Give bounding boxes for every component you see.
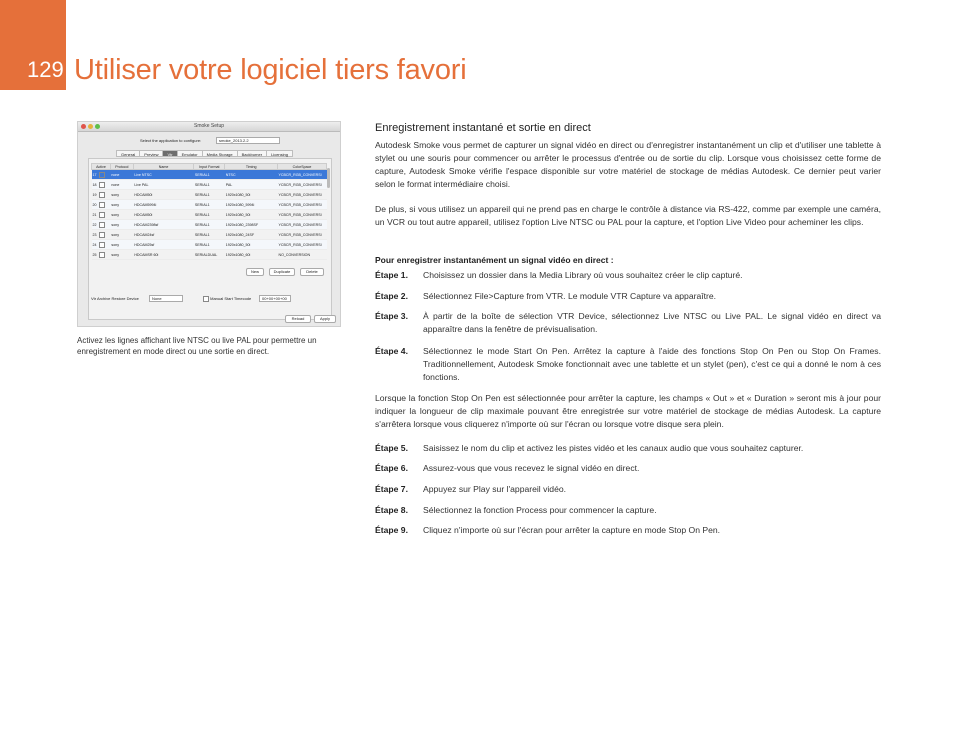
cell-color: YCBCR_RGB_CONVERSI	[278, 170, 327, 180]
figure-caption: Activez les lignes affichant live NTSC ou live PAL pour permettre un enregistrement en mode direct ou une sortie en direct.	[77, 336, 317, 356]
app-select-value: smoke_2013.2.2	[219, 138, 249, 143]
step-text: Cliquez n'importe où sur l'écran pour arrêter la capture en mode Stop On Pen.	[423, 525, 721, 535]
row-number: 23	[92, 232, 97, 237]
row-active-cell	[92, 190, 111, 200]
cell-color: YCBCR_RGB_CONVERSI	[278, 180, 327, 190]
apply-button[interactable]: Apply	[314, 315, 336, 323]
table-row[interactable]	[92, 190, 327, 200]
cell-timing: 1920x1080_24SF	[225, 230, 278, 240]
cell-input: SERIAL1	[194, 210, 225, 220]
row-active-cell	[92, 170, 111, 180]
row-active-cell	[92, 230, 111, 240]
step-label: Étape 2.	[375, 291, 408, 301]
row-number: 18	[92, 182, 97, 187]
archive-device-label: Vtr Archive Restore Device	[91, 296, 139, 301]
app-select[interactable]	[216, 137, 280, 144]
active-checkbox[interactable]	[99, 192, 105, 198]
row-active-cell	[92, 180, 111, 190]
cell-name: HDCAM5994i	[133, 200, 194, 210]
vtr-table	[91, 163, 327, 260]
table-row[interactable]	[92, 180, 327, 190]
active-checkbox[interactable]	[99, 172, 105, 178]
paragraph: Autodesk Smoke vous permet de capturer un signal vidéo en direct ou d'enregistrer instantanément un clip et d'utiliser une tablette à stylet ou une souris pour commencer ou arrêter le processus d'entrée ou de sortie du clip. Lorsque vous choisissez cette forme de capture, Autodesk Smoke vérifie l'espace disponible sur votre matériel de stockage de médias Autodesk. Ce dernier peut varier selon le format intermédiaire choisi.	[375, 140, 881, 189]
timecode-label-text: Manual Start Timecode	[210, 296, 252, 302]
cell-protocol: sony	[110, 220, 133, 230]
cell-color: NO_CONVERSION	[278, 250, 327, 260]
row-active-cell	[92, 240, 111, 250]
step-label: Étape 6.	[375, 463, 408, 473]
cell-input: SERIAL1	[194, 240, 225, 250]
cell-input: SERIAL1	[194, 230, 225, 240]
row-number: 17	[92, 172, 97, 177]
step-text: Appuyez sur Play sur l'appareil vidéo.	[423, 484, 567, 494]
cell-input: SERIAL1	[194, 190, 225, 200]
procedure-heading: Pour enregistrer instantanément un signal vidéo en direct :	[375, 255, 614, 265]
step-label: Étape 3.	[375, 311, 408, 321]
cell-color: YCBCR_RGB_CONVERSI	[278, 210, 327, 220]
tab-licensing[interactable]: Licensing	[266, 150, 293, 157]
table-row[interactable]	[92, 170, 327, 180]
table-row[interactable]	[92, 240, 327, 250]
cell-timing: 1920x1080_5994i	[225, 200, 278, 210]
column-header[interactable]: Name	[133, 164, 194, 170]
cell-protocol: none	[110, 170, 133, 180]
cell-protocol: sony	[110, 240, 133, 250]
cell-name: HDCAM50i	[133, 190, 194, 200]
step-text: Sélectionnez File>Capture from VTR. Le module VTR Capture va apparaître.	[423, 291, 717, 301]
timecode-checkbox[interactable]	[203, 296, 209, 302]
timecode-input[interactable]	[259, 295, 291, 302]
step-text: Sélectionnez le mode Start On Pen. Arrêtez la capture à l'aide des fonctions Stop On Pen ou Stop On Frames. Traditionnellement, Autodesk Smoke fonctionnait avec une tablette et un stylet (pen), c'est ce qui a donné le nom à ces fonctions.	[423, 346, 881, 382]
cell-name: HDCAM50i	[133, 210, 194, 220]
cell-timing: NTSC	[225, 170, 278, 180]
row-number: 22	[92, 222, 97, 227]
cell-protocol: sony	[110, 230, 133, 240]
active-checkbox[interactable]	[99, 212, 105, 218]
select-app-label: Select the application to configure:	[140, 138, 202, 143]
timecode-label	[203, 296, 251, 302]
step-text: Assurez-vous que vous recevez le signal vidéo en direct.	[423, 463, 640, 473]
row-active-cell	[92, 200, 111, 210]
step-label: Étape 9.	[375, 525, 408, 535]
cell-color: YCBCR_RGB_CONVERSI	[278, 220, 327, 230]
timecode-value: 00+00+00+00	[262, 296, 287, 301]
row-active-cell	[92, 250, 111, 260]
cell-input: SERIAL1	[194, 170, 225, 180]
cell-input: SERIAL1	[194, 180, 225, 190]
cell-name: HDCAM25sf	[133, 240, 194, 250]
row-active-cell	[92, 210, 111, 220]
cell-name: Live PAL	[133, 180, 194, 190]
tab-vtr[interactable]: Vtr	[162, 150, 177, 157]
delete-button[interactable]: Delete	[300, 268, 324, 276]
page-title: Utiliser votre logiciel tiers favori	[74, 54, 467, 86]
step-label: Étape 7.	[375, 484, 408, 494]
paragraph: De plus, si vous utilisez un appareil qui ne prend pas en charge le contrôle à distance via RS-422, comme par exemple une caméra, un VCR ou tout autre appareil, utilisez l'option Live NTSC ou PAL pour la capture, et l'option Live Video pour acheminer les clips.	[375, 204, 881, 227]
cell-color: YCBCR_RGB_CONVERSI	[278, 240, 327, 250]
active-checkbox[interactable]	[99, 182, 105, 188]
cell-name: HDCAMSR 60i	[133, 250, 194, 260]
cell-color: YCBCR_RGB_CONVERSI	[278, 200, 327, 210]
cell-protocol: sony	[110, 250, 133, 260]
archive-device-value: None	[152, 296, 162, 301]
cell-color: YCBCR_RGB_CONVERSI	[278, 190, 327, 200]
column-header[interactable]: Active	[92, 164, 111, 170]
step-label: Étape 8.	[375, 505, 408, 515]
column-header[interactable]: Timing	[225, 164, 278, 170]
tab-emulator[interactable]: Emulator	[177, 150, 203, 157]
vtr-panel	[88, 158, 332, 320]
row-number: 19	[92, 192, 97, 197]
tab-media-storage[interactable]: Media Storage	[202, 150, 238, 157]
tab-backburner[interactable]: Backburner	[237, 150, 267, 157]
cell-name: HDCAM24sf	[133, 230, 194, 240]
smoke-setup-screenshot	[77, 121, 341, 327]
section-heading: Enregistrement instantané et sortie en direct	[375, 122, 591, 134]
cell-input: SERIALDUAL	[194, 250, 225, 260]
cell-protocol: sony	[110, 190, 133, 200]
row-number: 21	[92, 212, 97, 217]
cell-name: HDCAM2398sf	[133, 220, 194, 230]
column-header[interactable]: ColorSpace	[278, 164, 327, 170]
cell-timing: 1920x1080_50i	[225, 190, 278, 200]
step-text: Saisissez le nom du clip et activez les pistes vidéo et les canaux audio que vous souhaitez capturer.	[423, 443, 804, 453]
table-row[interactable]	[92, 230, 327, 240]
active-checkbox[interactable]	[99, 202, 105, 208]
column-header[interactable]: Input Format	[194, 164, 225, 170]
cell-protocol: sony	[110, 200, 133, 210]
step-label: Étape 4.	[375, 346, 408, 356]
step-text: Choisissez un dossier dans la Media Library où vous souhaitez créer le clip capturé.	[423, 270, 743, 280]
column-header[interactable]: Protocol	[110, 164, 133, 170]
window-titlebar	[78, 122, 340, 132]
cell-protocol: none	[110, 180, 133, 190]
step-label: Étape 1.	[375, 270, 408, 280]
cell-timing: 1920x1080_50i	[225, 210, 278, 220]
step-text: Sélectionnez la fonction Process pour commencer la capture.	[423, 505, 657, 515]
page-number: 129	[27, 57, 64, 82]
table-row[interactable]	[92, 200, 327, 210]
row-active-cell	[92, 220, 111, 230]
table-row[interactable]	[92, 220, 327, 230]
cell-timing: PAL	[225, 180, 278, 190]
cell-name: Live NTSC	[133, 170, 194, 180]
cell-timing: 1920x1080_50i	[225, 240, 278, 250]
cell-input: SERIAL1	[194, 220, 225, 230]
step-text: À partir de la boîte de sélection VTR Device, sélectionnez Live NTSC ou Live PAL. Le signal vidéo en direct va apparaître dans la fenêtre de prévisualisation.	[423, 311, 881, 334]
settings-tabs	[116, 150, 292, 157]
table-row[interactable]	[92, 210, 327, 220]
row-number: 20	[92, 202, 97, 207]
table-row[interactable]	[92, 250, 327, 260]
cell-color: YCBCR_RGB_CONVERSI	[278, 230, 327, 240]
cell-timing: 1920x1080_60i	[225, 250, 278, 260]
cell-input: SERIAL1	[194, 200, 225, 210]
active-checkbox[interactable]	[99, 232, 105, 238]
active-checkbox[interactable]	[99, 222, 105, 228]
reload-button[interactable]: Reload	[285, 315, 311, 323]
window-title: Smoke Setup	[193, 123, 225, 129]
archive-device-select[interactable]	[149, 295, 183, 302]
active-checkbox[interactable]	[99, 242, 105, 248]
cell-protocol: sony	[110, 210, 133, 220]
step-label: Étape 5.	[375, 443, 408, 453]
table-scrollbar[interactable]	[327, 168, 330, 188]
active-checkbox[interactable]	[99, 252, 105, 258]
tab-preview[interactable]: Preview	[139, 150, 163, 157]
paragraph: Lorsque la fonction Stop On Pen est sélectionnée pour arrêter la capture, les champs « Out » et « Duration » seront mis à jour pour indiquer la longueur de clip maximale pouvant être enregistrée sur votre matériel de stockage de médias Autodesk. La capture s'arrêtera lorsque vous cliquerez n'importe où sur l'écran ou lorsque votre disque sera plein.	[375, 393, 881, 429]
row-number: 25	[92, 252, 97, 257]
tab-general[interactable]: General	[116, 150, 140, 157]
row-number: 24	[92, 242, 97, 247]
duplicate-button[interactable]: Duplicate	[269, 268, 295, 276]
cell-timing: 1920x1080_2398SF	[225, 220, 278, 230]
new-button[interactable]: New	[246, 268, 264, 276]
